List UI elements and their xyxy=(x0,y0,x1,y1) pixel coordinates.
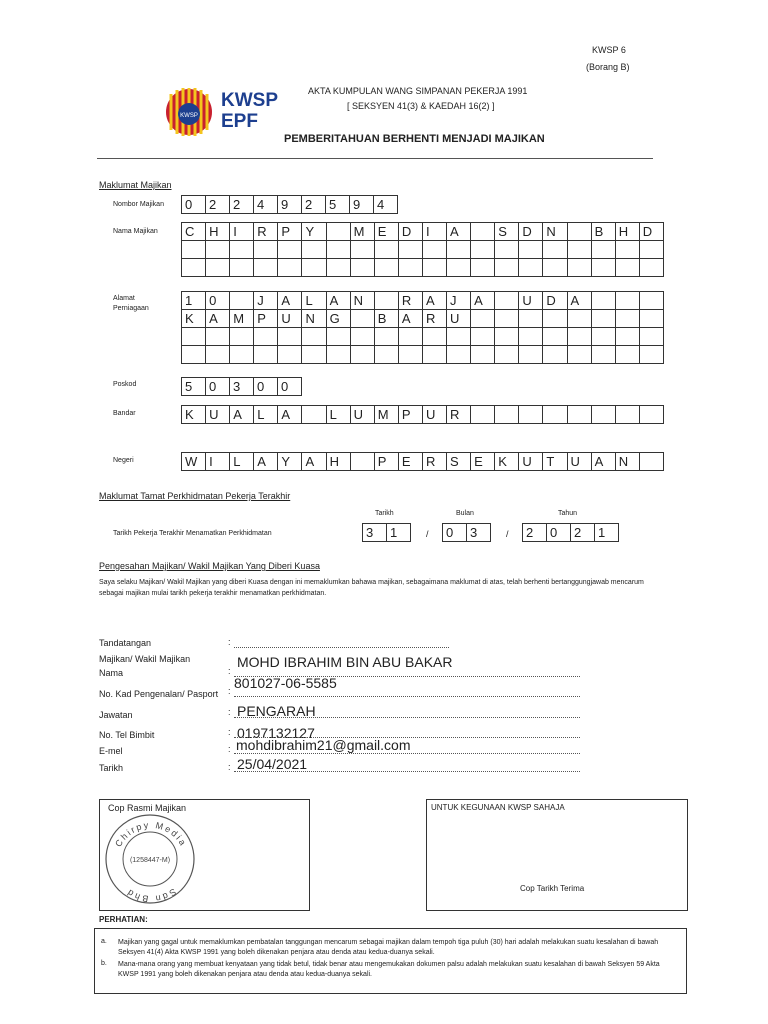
char-box[interactable] xyxy=(568,259,592,277)
char-box[interactable] xyxy=(423,241,447,259)
char-box[interactable] xyxy=(399,259,423,277)
char-box[interactable]: A xyxy=(302,453,326,471)
char-box[interactable]: D xyxy=(543,292,567,310)
signature-label: Tandatangan xyxy=(99,638,152,648)
rep-label: Majikan/ Wakil Majikan xyxy=(99,654,191,664)
char-box[interactable]: U xyxy=(351,406,375,424)
char-box[interactable]: S xyxy=(495,223,519,241)
char-box[interactable] xyxy=(182,259,206,277)
char-box[interactable]: 9 xyxy=(350,196,374,214)
employer-number-grid[interactable] xyxy=(181,195,398,214)
char-box[interactable] xyxy=(592,310,616,328)
city-label: Bandar xyxy=(113,410,136,417)
employer-stamp-label: Cop Rasmi Majikan xyxy=(108,803,187,813)
char-box[interactable] xyxy=(206,346,230,364)
company-stamp-seal-icon xyxy=(103,812,197,906)
char-box[interactable] xyxy=(640,241,664,259)
employer-section-title: Maklumat Majikan xyxy=(99,180,172,190)
char-box[interactable] xyxy=(351,453,375,471)
name-value[interactable]: MOHD IBRAHIM BIN ABU BAKAR xyxy=(237,654,453,670)
char-box[interactable]: K xyxy=(182,406,206,424)
char-box[interactable]: 0 xyxy=(182,196,206,214)
form-sub: (Borang B) xyxy=(586,62,630,72)
char-box[interactable]: U xyxy=(519,292,543,310)
month-col-label: Bulan xyxy=(456,510,474,517)
char-box[interactable] xyxy=(471,346,495,364)
char-box[interactable] xyxy=(230,241,254,259)
char-box[interactable]: 1 xyxy=(387,524,411,542)
char-box[interactable]: Y xyxy=(278,453,302,471)
char-box[interactable]: U xyxy=(423,406,447,424)
char-box[interactable]: K xyxy=(182,310,206,328)
char-box[interactable] xyxy=(447,328,471,346)
char-box[interactable]: A xyxy=(399,310,423,328)
char-box[interactable]: R xyxy=(399,292,423,310)
char-box[interactable] xyxy=(182,328,206,346)
char-box[interactable]: Y xyxy=(302,223,326,241)
char-box[interactable] xyxy=(543,328,567,346)
char-box[interactable] xyxy=(592,328,616,346)
email-label: E-mel xyxy=(99,746,123,756)
char-box[interactable]: C xyxy=(182,223,206,241)
char-box[interactable]: A xyxy=(278,406,302,424)
char-box[interactable] xyxy=(495,346,519,364)
date-sep-1: / xyxy=(426,529,429,539)
char-box[interactable] xyxy=(230,346,254,364)
char-box[interactable]: U xyxy=(278,310,302,328)
char-box[interactable]: E xyxy=(399,453,423,471)
char-box[interactable] xyxy=(182,241,206,259)
char-box[interactable] xyxy=(640,346,664,364)
date-label: Tarikh xyxy=(99,763,124,773)
email-value[interactable]: mohdibrahim21@gmail.com xyxy=(236,737,411,753)
char-box[interactable]: 2 xyxy=(571,524,595,542)
char-box[interactable] xyxy=(302,406,326,424)
char-box[interactable]: 2 xyxy=(206,196,230,214)
char-box[interactable]: L xyxy=(230,453,254,471)
char-box[interactable] xyxy=(423,328,447,346)
char-box[interactable]: 0 xyxy=(206,292,230,310)
act-section: [ SEKSYEN 41(3) & KAEDAH 16(2) ] xyxy=(347,101,495,111)
char-box[interactable]: P xyxy=(375,453,399,471)
char-box[interactable] xyxy=(206,259,230,277)
char-box[interactable]: G xyxy=(327,310,351,328)
char-box[interactable] xyxy=(327,259,351,277)
postcode-label: Poskod xyxy=(113,381,137,388)
date-line xyxy=(234,771,580,772)
char-box[interactable] xyxy=(327,328,351,346)
char-box[interactable]: A xyxy=(254,453,278,471)
svg-text:Sdn Bhd xyxy=(124,887,178,904)
char-box[interactable]: K xyxy=(495,453,519,471)
termination-section-title: Maklumat Tamat Perkhidmatan Pekerja Terakhir xyxy=(99,491,291,501)
char-box[interactable] xyxy=(254,346,278,364)
char-box[interactable] xyxy=(592,406,616,424)
char-box[interactable]: T xyxy=(543,453,567,471)
phone-label: No. Tel Bimbit xyxy=(99,730,155,740)
termination-year-grid[interactable] xyxy=(522,523,619,542)
char-box[interactable] xyxy=(254,259,278,277)
char-box[interactable] xyxy=(592,241,616,259)
termination-date-label: Tarikh Pekerja Terakhir Menamatkan Perkhidmatan xyxy=(113,530,272,537)
notes-box xyxy=(94,928,687,994)
char-box[interactable] xyxy=(327,223,351,241)
char-box[interactable]: 0 xyxy=(278,378,302,396)
char-box[interactable]: 0 xyxy=(254,378,278,396)
state-grid[interactable] xyxy=(181,452,664,471)
char-box[interactable]: W xyxy=(182,453,206,471)
char-box[interactable] xyxy=(592,346,616,364)
char-box[interactable] xyxy=(351,310,375,328)
char-box[interactable]: L xyxy=(327,406,351,424)
char-box[interactable]: A xyxy=(230,406,254,424)
employer-name-label: Nama Majikan xyxy=(113,228,158,235)
char-box[interactable] xyxy=(230,328,254,346)
termination-month-grid[interactable] xyxy=(442,523,491,542)
char-box[interactable] xyxy=(519,346,543,364)
char-box[interactable]: B xyxy=(375,310,399,328)
char-box[interactable] xyxy=(399,241,423,259)
ic-line xyxy=(234,696,580,697)
char-box[interactable] xyxy=(375,292,399,310)
char-box[interactable]: A xyxy=(423,292,447,310)
char-box[interactable] xyxy=(375,259,399,277)
char-box[interactable] xyxy=(206,328,230,346)
char-box[interactable]: I xyxy=(230,223,254,241)
char-box[interactable] xyxy=(471,259,495,277)
char-box[interactable]: 4 xyxy=(254,196,278,214)
char-box[interactable] xyxy=(471,241,495,259)
char-box[interactable] xyxy=(519,259,543,277)
header-divider xyxy=(97,158,653,159)
phone-value[interactable]: 0197132127 xyxy=(237,725,315,741)
char-box[interactable]: 3 xyxy=(363,524,387,542)
char-box[interactable] xyxy=(230,292,254,310)
char-box[interactable]: N xyxy=(302,310,326,328)
char-box[interactable]: 3 xyxy=(467,524,491,542)
char-box[interactable]: I xyxy=(423,223,447,241)
char-box[interactable] xyxy=(543,346,567,364)
char-box[interactable] xyxy=(519,310,543,328)
char-box[interactable]: 0 xyxy=(443,524,467,542)
char-box[interactable] xyxy=(568,241,592,259)
email-line xyxy=(234,753,580,754)
char-box[interactable] xyxy=(592,259,616,277)
company-stamp xyxy=(103,812,197,906)
char-box[interactable] xyxy=(616,346,640,364)
stamp-top-text: Chirpy Media xyxy=(113,819,189,849)
char-box[interactable]: S xyxy=(447,453,471,471)
char-box[interactable]: A xyxy=(327,292,351,310)
char-box[interactable]: N xyxy=(351,292,375,310)
char-box[interactable]: H xyxy=(616,223,640,241)
char-box[interactable]: P xyxy=(278,223,302,241)
char-box[interactable]: P xyxy=(254,310,278,328)
kwsp-emblem-icon xyxy=(165,84,221,140)
employer-name-grid[interactable] xyxy=(181,222,664,277)
char-box[interactable] xyxy=(471,328,495,346)
char-box[interactable] xyxy=(375,241,399,259)
received-stamp-label: Cop Tarikh Terima xyxy=(520,884,585,893)
act-title: AKTA KUMPULAN WANG SIMPANAN PEKERJA 1991 xyxy=(308,86,528,96)
char-box[interactable]: A xyxy=(592,453,616,471)
char-box[interactable]: J xyxy=(254,292,278,310)
char-box[interactable]: A xyxy=(206,310,230,328)
logo-kwsp-text: KWSP xyxy=(221,90,278,111)
char-box[interactable] xyxy=(278,328,302,346)
char-box[interactable]: 5 xyxy=(326,196,350,214)
char-box[interactable]: 2 xyxy=(302,196,326,214)
emblem-text: KWSP xyxy=(180,113,198,119)
char-box[interactable] xyxy=(616,259,640,277)
employer-address-grid[interactable] xyxy=(181,291,664,364)
char-box[interactable] xyxy=(495,406,519,424)
char-box[interactable] xyxy=(616,406,640,424)
date-value[interactable]: 25/04/2021 xyxy=(237,756,308,772)
char-box[interactable] xyxy=(616,310,640,328)
char-box[interactable]: U xyxy=(206,406,230,424)
char-box[interactable] xyxy=(568,346,592,364)
kwsp-use-label: UNTUK KEGUNAAN KWSP SAHAJA xyxy=(431,803,565,812)
char-box[interactable] xyxy=(640,453,664,471)
char-box[interactable] xyxy=(640,259,664,277)
city-grid[interactable] xyxy=(181,405,664,424)
signature-line[interactable] xyxy=(234,647,449,648)
postcode-grid[interactable] xyxy=(181,377,302,396)
char-box[interactable]: L xyxy=(302,292,326,310)
char-box[interactable] xyxy=(351,241,375,259)
char-box[interactable] xyxy=(399,346,423,364)
char-box[interactable] xyxy=(519,406,543,424)
char-box[interactable] xyxy=(568,310,592,328)
name-label: Nama xyxy=(99,668,124,678)
char-box[interactable]: 2 xyxy=(523,524,547,542)
name-colon: : xyxy=(228,666,231,676)
char-box[interactable] xyxy=(519,328,543,346)
char-box[interactable] xyxy=(543,259,567,277)
page-title: PEMBERITAHUAN BERHENTI MENJADI MAJIKAN xyxy=(284,133,545,145)
char-box[interactable]: L xyxy=(254,406,278,424)
char-box[interactable] xyxy=(423,346,447,364)
char-box[interactable] xyxy=(254,241,278,259)
notes-title: PERHATIAN: xyxy=(99,915,148,924)
char-box[interactable]: U xyxy=(447,310,471,328)
position-label: Jawatan xyxy=(99,710,133,720)
char-box[interactable]: D xyxy=(640,223,664,241)
termination-day-grid[interactable] xyxy=(362,523,411,542)
confirmation-text: Saya selaku Majikan/ Wakil Majikan yang diberi Kuasa dengan ini memaklumkan bahawa majikan, sebagaimana maklumat di atas, telah berhenti bertanggungjawab mencarum sebagai majikan mulai tarikh pekerja terakhir menamatkan perkhidmatan. xyxy=(99,579,644,597)
char-box[interactable]: N xyxy=(616,453,640,471)
char-box[interactable]: J xyxy=(447,292,471,310)
char-box[interactable]: M xyxy=(230,310,254,328)
char-box[interactable]: D xyxy=(399,223,423,241)
char-box[interactable]: 0 xyxy=(206,378,230,396)
char-box[interactable]: E xyxy=(375,223,399,241)
char-box[interactable] xyxy=(278,259,302,277)
char-box[interactable] xyxy=(471,406,495,424)
char-box[interactable] xyxy=(543,241,567,259)
char-box[interactable]: U xyxy=(568,453,592,471)
char-box[interactable] xyxy=(495,259,519,277)
position-colon: : xyxy=(228,707,231,717)
note-b-marker: b. xyxy=(101,960,107,967)
char-box[interactable]: N xyxy=(543,223,567,241)
char-box[interactable] xyxy=(351,346,375,364)
char-box[interactable] xyxy=(278,241,302,259)
char-box[interactable] xyxy=(495,292,519,310)
address-label-1: Alamat xyxy=(113,295,135,302)
position-line xyxy=(234,717,580,718)
char-box[interactable] xyxy=(616,292,640,310)
char-box[interactable] xyxy=(327,346,351,364)
char-box[interactable]: M xyxy=(351,223,375,241)
phone-colon: : xyxy=(228,727,231,737)
confirmation-section-title: Pengesahan Majikan/ Wakil Majikan Yang Diberi Kuasa xyxy=(99,561,320,571)
char-box[interactable] xyxy=(495,328,519,346)
char-box[interactable]: I xyxy=(206,453,230,471)
address-label-2: Perniagaan xyxy=(113,305,149,312)
char-box[interactable]: A xyxy=(278,292,302,310)
date-sep-2: / xyxy=(506,529,509,539)
ic-colon: : xyxy=(228,686,231,696)
char-box[interactable] xyxy=(302,328,326,346)
char-box[interactable] xyxy=(375,346,399,364)
char-box[interactable]: H xyxy=(327,453,351,471)
char-box[interactable] xyxy=(351,328,375,346)
char-box[interactable] xyxy=(351,259,375,277)
char-box[interactable]: R xyxy=(254,223,278,241)
char-box[interactable] xyxy=(230,259,254,277)
char-box[interactable]: A xyxy=(568,292,592,310)
char-box[interactable] xyxy=(471,310,495,328)
char-box[interactable] xyxy=(640,310,664,328)
note-a-marker: a. xyxy=(101,938,107,945)
char-box[interactable]: R xyxy=(423,453,447,471)
char-box[interactable] xyxy=(206,241,230,259)
char-box[interactable]: 0 xyxy=(547,524,571,542)
char-box[interactable]: R xyxy=(423,310,447,328)
ic-value[interactable]: 801027-06-5585 xyxy=(234,675,337,691)
char-box[interactable] xyxy=(640,406,664,424)
employer-number-label: Nombor Majikan xyxy=(113,201,164,208)
char-box[interactable] xyxy=(278,346,302,364)
note-b-text: Mana-mana orang yang membuat kenyataan yang tidak betul, tidak benar atau mengemukakan dokumen palsu adalah melakukan suatu kesalahan di bawah Seksyen 59 Akta KWSP 1991 yang boleh dikenakan penjara atau denda atau kedua-duanya sekali. xyxy=(118,961,660,978)
stamp-bottom-text: Sdn Bhd xyxy=(124,886,178,905)
date-colon: : xyxy=(228,762,231,772)
char-box[interactable]: P xyxy=(399,406,423,424)
char-box[interactable] xyxy=(640,292,664,310)
char-box[interactable] xyxy=(495,241,519,259)
char-box[interactable] xyxy=(302,346,326,364)
state-label: Negeri xyxy=(113,457,134,464)
char-box[interactable] xyxy=(302,241,326,259)
char-box[interactable] xyxy=(592,292,616,310)
char-box[interactable] xyxy=(399,328,423,346)
char-box[interactable] xyxy=(543,310,567,328)
char-box[interactable]: A xyxy=(447,223,471,241)
char-box[interactable] xyxy=(568,328,592,346)
char-box[interactable] xyxy=(447,259,471,277)
char-box[interactable]: D xyxy=(519,223,543,241)
char-box[interactable]: 5 xyxy=(182,378,206,396)
char-box[interactable] xyxy=(254,328,278,346)
ic-label: No. Kad Pengenalan/ Pasport xyxy=(99,689,219,699)
char-box[interactable] xyxy=(182,346,206,364)
char-box[interactable] xyxy=(519,241,543,259)
char-box[interactable]: 1 xyxy=(182,292,206,310)
char-box[interactable]: E xyxy=(471,453,495,471)
char-box[interactable] xyxy=(423,259,447,277)
logo-epf-text: EPF xyxy=(221,111,258,132)
char-box[interactable]: R xyxy=(447,406,471,424)
day-col-label: Tarikh xyxy=(375,510,394,517)
form-code: KWSP 6 xyxy=(592,45,626,55)
char-box[interactable]: U xyxy=(519,453,543,471)
signature-colon: : xyxy=(228,637,231,647)
char-box[interactable] xyxy=(495,310,519,328)
char-box[interactable] xyxy=(471,223,495,241)
char-box[interactable] xyxy=(543,406,567,424)
email-colon: : xyxy=(228,744,231,754)
position-value[interactable]: PENGARAH xyxy=(237,703,316,719)
char-box[interactable]: 4 xyxy=(374,196,398,214)
kwsp-use-box xyxy=(426,799,688,911)
char-box[interactable] xyxy=(568,223,592,241)
char-box[interactable] xyxy=(616,241,640,259)
char-box[interactable] xyxy=(447,346,471,364)
char-box[interactable] xyxy=(640,328,664,346)
year-col-label: Tahun xyxy=(558,510,578,517)
char-box[interactable]: 2 xyxy=(230,196,254,214)
char-box[interactable] xyxy=(375,328,399,346)
note-a-text: Majikan yang gagal untuk memaklumkan pembatalan tanggungan mencarum sebagai majikan dalam tempoh tiga puluh (30) hari adalah melakukan suatu kesalahan di bawah Seksyen 41(4) Akta KWSP 1991 yang boleh dikenakan penjara atau denda atau kedua-duanya sekali. xyxy=(118,939,659,956)
char-box[interactable] xyxy=(568,406,592,424)
char-box[interactable] xyxy=(616,328,640,346)
char-box[interactable]: 3 xyxy=(230,378,254,396)
char-box[interactable]: A xyxy=(471,292,495,310)
char-box[interactable]: 9 xyxy=(278,196,302,214)
char-box[interactable] xyxy=(447,241,471,259)
char-box[interactable]: M xyxy=(375,406,399,424)
char-box[interactable] xyxy=(302,259,326,277)
char-box[interactable]: 1 xyxy=(595,524,619,542)
char-box[interactable] xyxy=(327,241,351,259)
stamp-reg-text: (1258447-M) xyxy=(129,857,171,864)
char-box[interactable]: H xyxy=(206,223,230,241)
char-box[interactable]: B xyxy=(592,223,616,241)
